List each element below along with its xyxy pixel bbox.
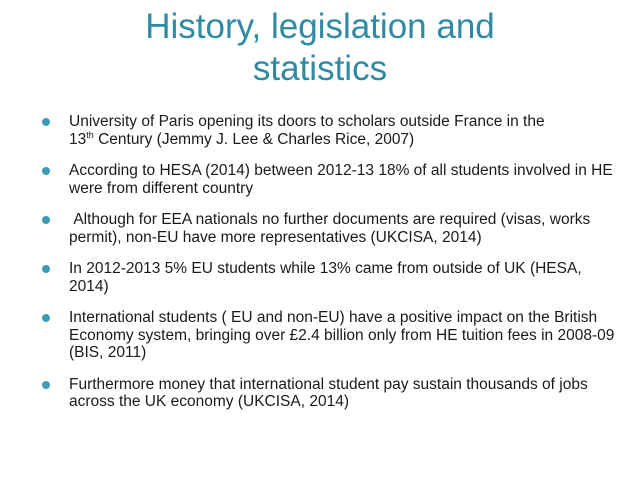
bullet-text-rest: Century (Jemmy J. Lee & Charles Rice, 2007) bbox=[93, 130, 415, 148]
bullet-dot-icon bbox=[42, 216, 50, 224]
bullet-item-4 bbox=[42, 260, 622, 295]
bullet-dot-icon bbox=[42, 314, 50, 322]
bullet-text-superscript: th bbox=[86, 129, 94, 140]
bullet-item-5 bbox=[42, 309, 622, 362]
bullet-item-6 bbox=[42, 376, 622, 411]
bullet-text: According to HESA (2014) between 2012-13 18% of all students involved in HE were from different country bbox=[69, 162, 613, 197]
bullet-text-prefix: 13 bbox=[69, 130, 87, 148]
bullet-dot-icon bbox=[42, 118, 50, 126]
bullet-text: University of Paris opening its doors to scholars outside France in the bbox=[69, 113, 545, 130]
slide-title: History, legislation and statistics bbox=[145, 7, 495, 88]
bullet-dot-icon bbox=[42, 167, 50, 175]
bullet-text: Although for EEA nationals no further documents are required (visas, works permit), non-EU have more representatives (UKCISA, 2014) bbox=[69, 211, 595, 246]
bullet-text: International students ( EU and non-EU) have a positive impact on the British Economy system, bringing over £2.4 billion only from HE tuition fees in 2008-09 (BIS, 2011) bbox=[69, 309, 615, 361]
bullet-text: In 2012-2013 5% EU students while 13% came from outside of UK (HESA, 2014) bbox=[69, 260, 582, 295]
bullet-item-3 bbox=[42, 211, 622, 246]
bullet-item-2 bbox=[42, 162, 622, 197]
bullet-text: Furthermore money that international student pay sustain thousands of jobs across the UK economy (UKCISA, 2014) bbox=[69, 375, 588, 410]
bullet-item-1 bbox=[42, 113, 622, 148]
bullet-list bbox=[42, 113, 622, 425]
bullet-dot-icon bbox=[42, 381, 50, 389]
bullet-dot-icon bbox=[42, 265, 50, 273]
